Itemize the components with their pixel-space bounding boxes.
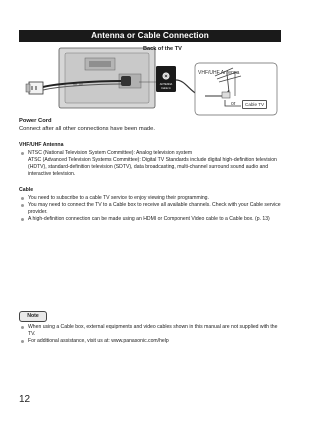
bullet-icon: [21, 197, 24, 200]
list-item: When using a Cable box, external equipments and video cables shown in this manual are not supplied with the TV.: [19, 324, 281, 338]
terminal-label-antenna: ANTENNA: [159, 83, 173, 86]
terminal-label-cable-in: Cable In: [161, 87, 171, 90]
bullet-icon: [21, 218, 24, 221]
bullet-icon: [21, 340, 24, 343]
cable-heading: Cable: [19, 187, 34, 193]
vhf-uhf-list: [19, 150, 281, 178]
back-of-tv-label: Back of the TV: [143, 46, 182, 52]
section-title-bar: Antenna or Cable Connection: [19, 30, 281, 42]
vhf-uhf-antenna-label: VHF/UHF Antenna: [198, 70, 240, 76]
note-list: [19, 324, 281, 345]
cable-tv-label: Cable TV: [242, 100, 267, 109]
cable-list: [19, 195, 281, 223]
list-item: For additional assistance, visit us at: www.panasonic.com/help: [19, 338, 281, 345]
or-label: or: [231, 101, 236, 107]
bullet-icon: [21, 152, 24, 155]
list-item: You need to subscribe to a cable TV service to enjoy viewing their programming.: [19, 195, 281, 202]
power-cord-heading: Power Cord: [19, 118, 52, 124]
vhf-uhf-heading: VHF/UHF Antenna: [19, 142, 64, 148]
power-cord-description: Connect after all other connections have been made.: [19, 126, 155, 132]
list-item: You may need to connect the TV to a Cable box to receive all available channels. Check with your Cable service provider.: [19, 202, 281, 216]
page-number: 12: [19, 394, 31, 405]
list-item: NTSC (National Television System Committee): Analog television system ATSC (Advanced Television Systems Committee): Digital TV Standards include digital high-definition television (HDTV), standard-definition television (SDTV), data broadcasting, multi-channel surround sound audio and interactive television.: [19, 150, 281, 178]
list-item: A high-definition connection can be made using an HDMI or Component Video cable to a Cable box. (p. 13): [19, 216, 281, 223]
bullet-icon: [21, 326, 24, 329]
bullet-icon: [21, 204, 24, 207]
note-badge: Note: [19, 311, 47, 322]
tv-back-panel: [59, 48, 155, 108]
